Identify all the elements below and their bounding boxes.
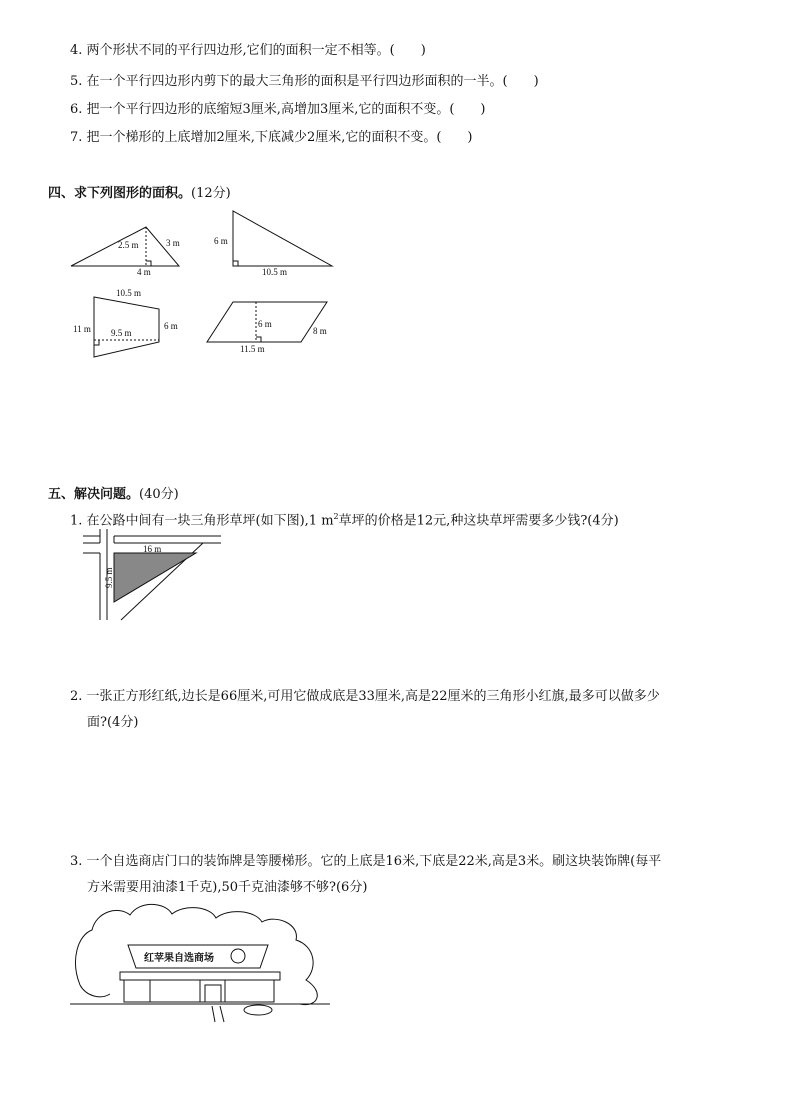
shop-sign-text: 红苹果自选商场	[144, 953, 214, 964]
judge-item-5: 5. 在一个平行四边形内剪下的最大三角形的面积是平行四边形面积的一半。( )	[70, 74, 539, 89]
section-5-heading	[48, 483, 179, 502]
section-4-title: 四、求下列图形的面积。	[48, 186, 192, 201]
q1-side-label: 9.5 m	[104, 567, 114, 588]
fig2-height-label: 6 m	[214, 236, 228, 246]
q3-line-2: 方米需要用油漆1千克),50千克油漆够不够?(6分)	[87, 880, 368, 895]
fig1-side-label: 3 m	[166, 238, 180, 248]
figure-triangle-2	[233, 211, 332, 266]
fig4-side-label: 8 m	[313, 326, 327, 336]
fig3-left-label: 11 m	[73, 324, 91, 334]
fig3-right-label: 6 m	[164, 321, 178, 331]
fig4-height-label: 6 m	[258, 319, 272, 329]
q1-text-a: 1. 在公路中间有一块三角形草坪(如下图),1 m	[70, 513, 334, 529]
fig3-top-label: 10.5 m	[116, 288, 142, 298]
fig4-base-label: 11.5 m	[240, 344, 265, 354]
section-5-points: (40分)	[139, 487, 179, 502]
q2-line-1: 2. 一张正方形红纸,边长是66厘米,可用它做成底是33厘米,高是22厘米的三角形小红旗,最多可以做多少	[70, 689, 660, 704]
fig1-height-label: 2.5 m	[118, 240, 139, 250]
judge-item-4: 4. 两个形状不同的平行四边形,它们的面积一定不相等。( )	[70, 43, 426, 58]
q1-text-b: 草坪的价格是12元,种这块草坪需要多少钱?(4分)	[338, 513, 619, 529]
q1-top-label: 16 m	[143, 544, 162, 554]
q1-text	[70, 508, 619, 530]
figure-trapezoid	[94, 297, 159, 357]
section-4-points: (12分)	[191, 186, 231, 201]
judge-item-6: 6. 把一个平行四边形的底缩短3厘米,高增加3厘米,它的面积不变。( )	[70, 102, 486, 117]
fig1-base-label: 4 m	[137, 267, 151, 277]
fig3-height-label: 9.5 m	[111, 328, 132, 338]
q1-superscript: 2	[333, 512, 339, 521]
fig2-base-label: 10.5 m	[262, 267, 288, 277]
q3-line-1: 3. 一个自选商店门口的装饰牌是等腰梯形。它的上底是16米,下底是22米,高是3米。刷这块装饰牌(每平	[70, 854, 662, 869]
section-5-title: 五、解决问题。	[48, 487, 140, 502]
q2-line-2: 面?(4分)	[87, 715, 139, 730]
judge-item-7: 7. 把一个梯形的上底增加2厘米,下底减少2厘米,它的面积不变。( )	[70, 130, 473, 145]
